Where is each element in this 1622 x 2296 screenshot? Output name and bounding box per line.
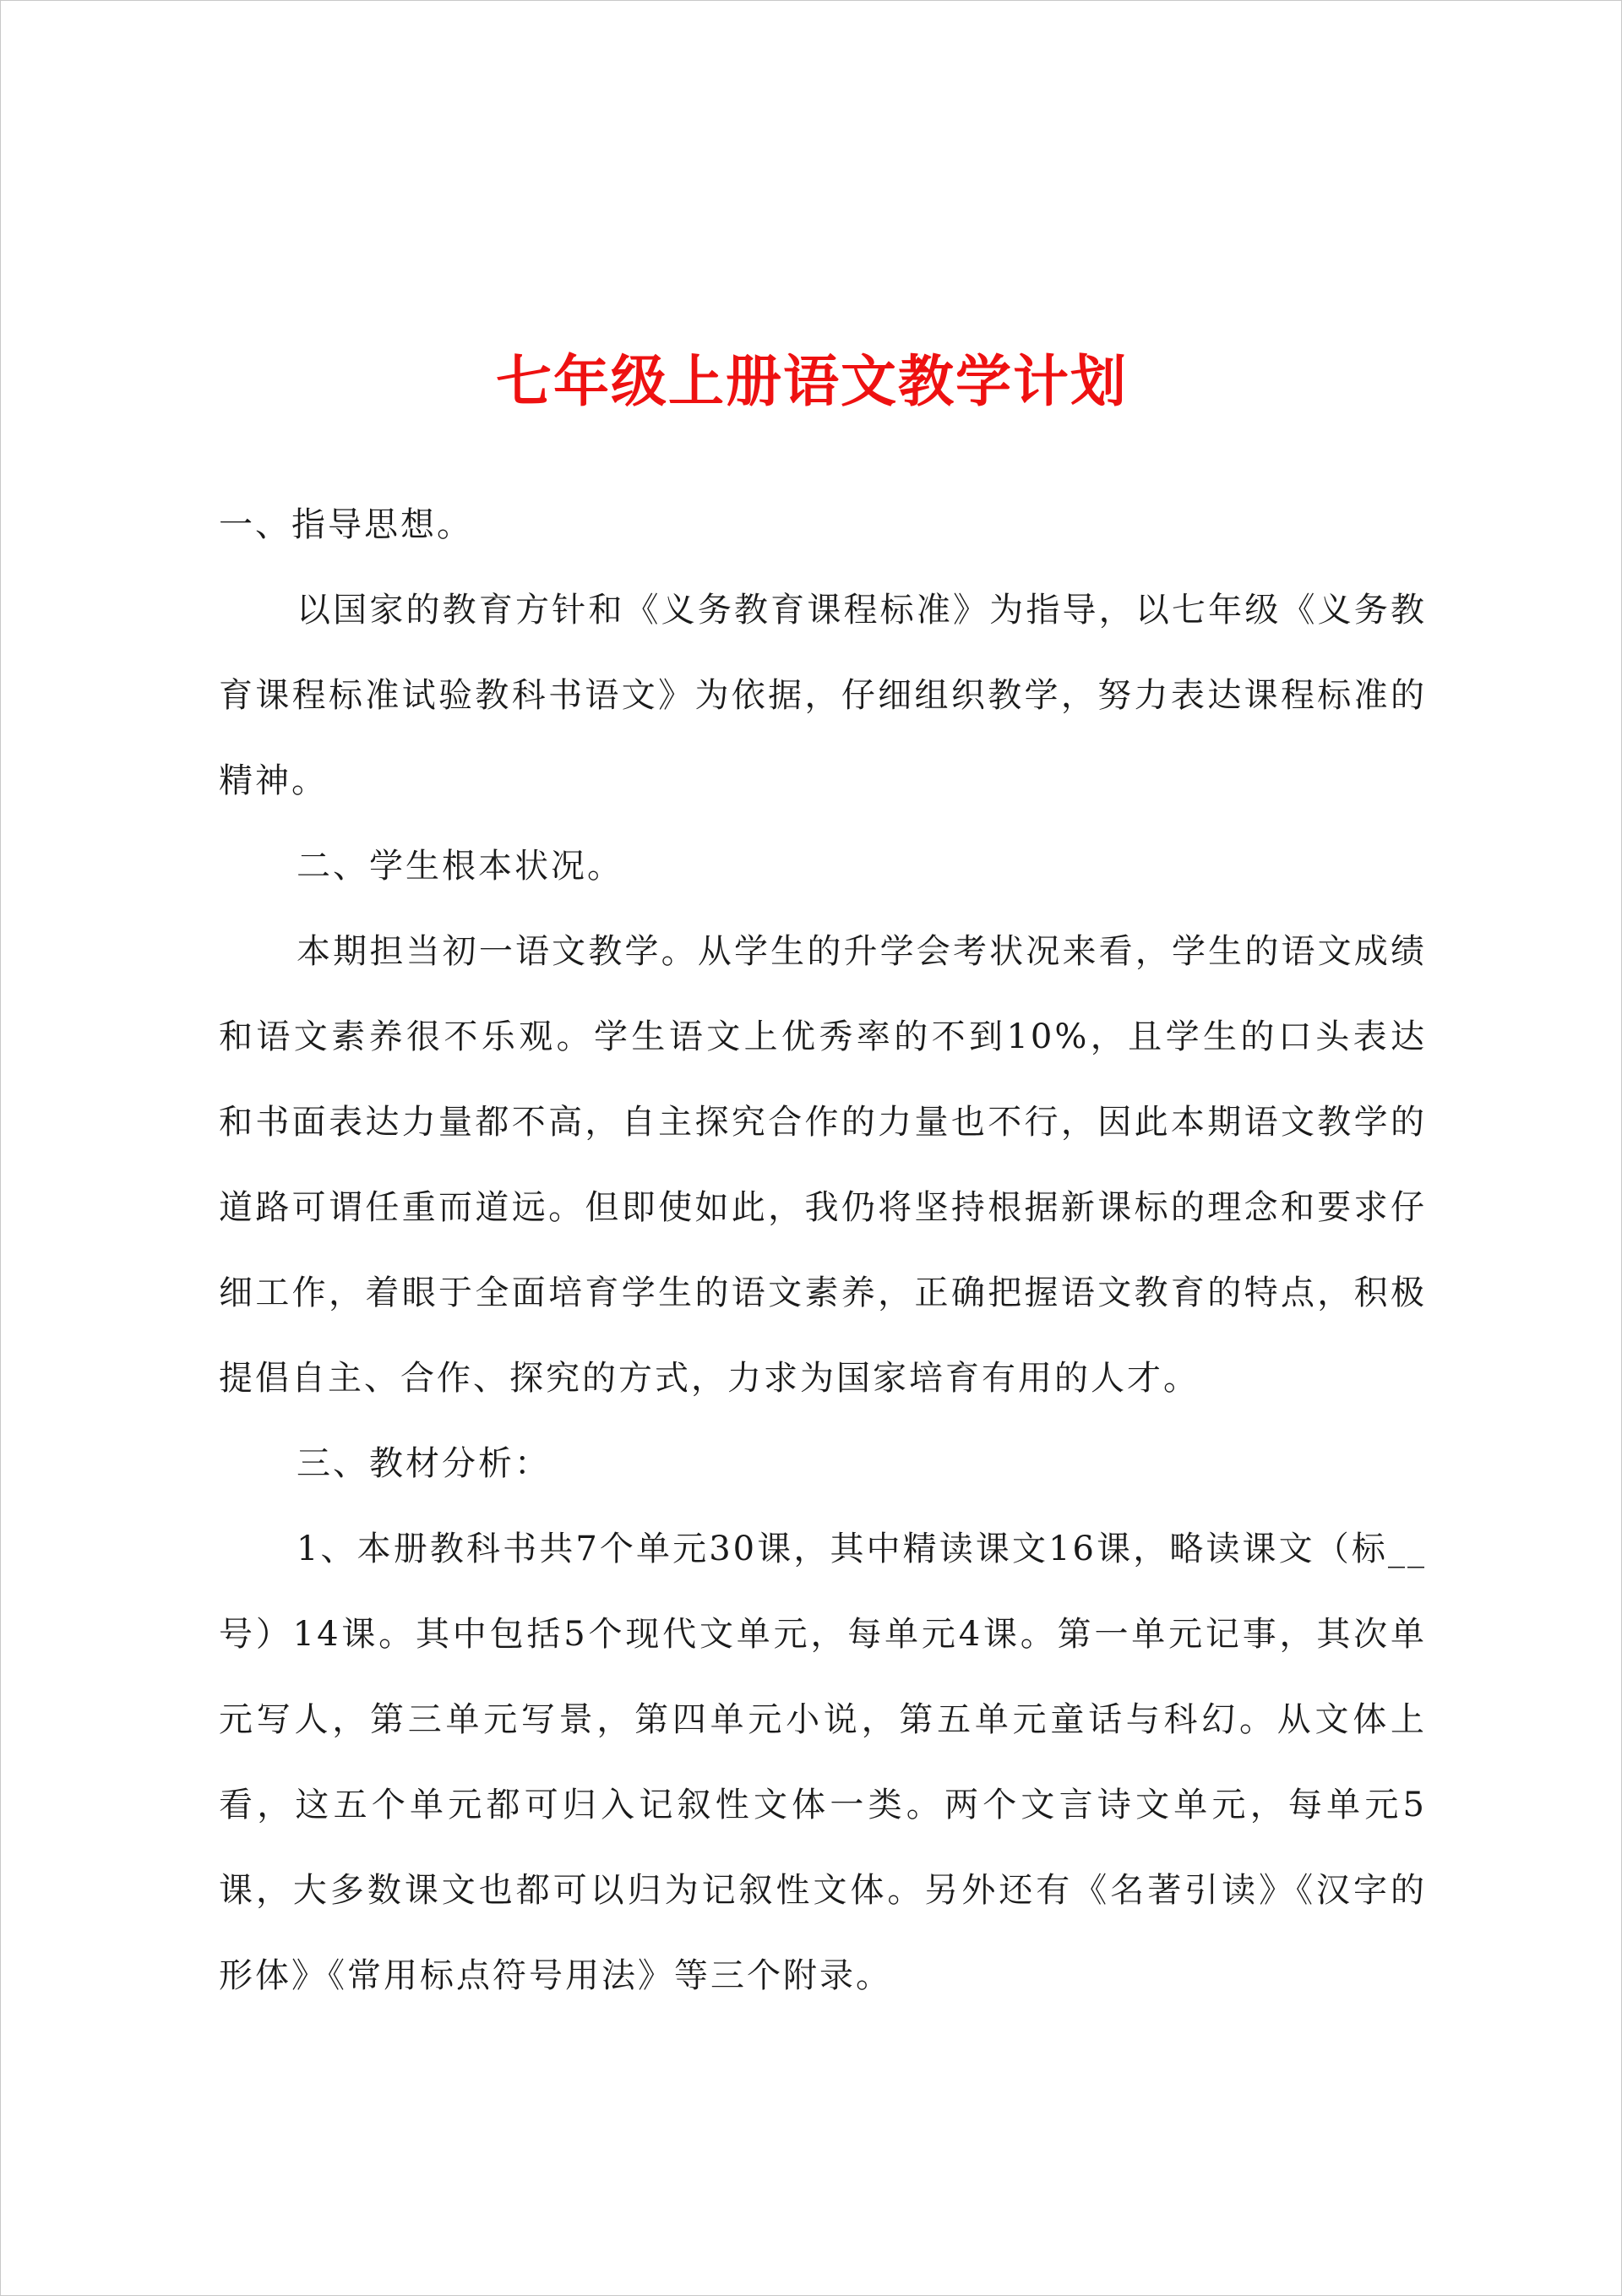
- section-heading-student-status: 二、学生根本状况。: [297, 847, 623, 886]
- document-title: 七年级上册语文教学计划: [496, 348, 1128, 414]
- section-heading-textbook-analysis: 三、教材分析：: [297, 1444, 551, 1483]
- document-body: [219, 483, 1427, 2019]
- section-heading-guiding-thought: 一、指导思想。: [219, 505, 473, 544]
- paragraph-student-status: 本期担当初一语文教学。从学生的升学会考状况来看，学生的语文成绩和语文素养很不乐观。学生语文上优秀率的不到10%，且学生的口头表达和书面表达力量都不高，自主探究合作的力量也不行，因此本期语文教学的道路可谓任重而道远。但即使如此，我仍将坚持根据新课标的理念和要求仔细工作，着眼于全面培育学生的语文素养，正确把握语文教育的特点，积极提倡自主、合作、探究的方式，力求为国家培育有用的人才。: [219, 932, 1427, 1398]
- paragraph-guiding-thought: 以国家的教育方针和《义务教育课程标准》为指导，以七年级《义务教育课程标准试验教科书语文》为依据，仔细组织教学，努力表达课程标准的精神。: [219, 591, 1427, 800]
- paragraph-textbook-analysis: 1、本册教科书共7个单元30课，其中精读课文16课，略读课文（标__号）14课。其中包括5个现代文单元，每单元4课。第一单元记事，其次单元写人，第三单元写景，第四单元小说，第五单元童话与科幻。从文体上看，这五个单元都可归入记叙性文体一类。两个文言诗文单元，每单元5课，大多数课文也都可以归为记叙性文体。另外还有《名著引读》《汉字的形体》《常用标点符号用法》等三个附录。: [219, 1530, 1427, 1995]
